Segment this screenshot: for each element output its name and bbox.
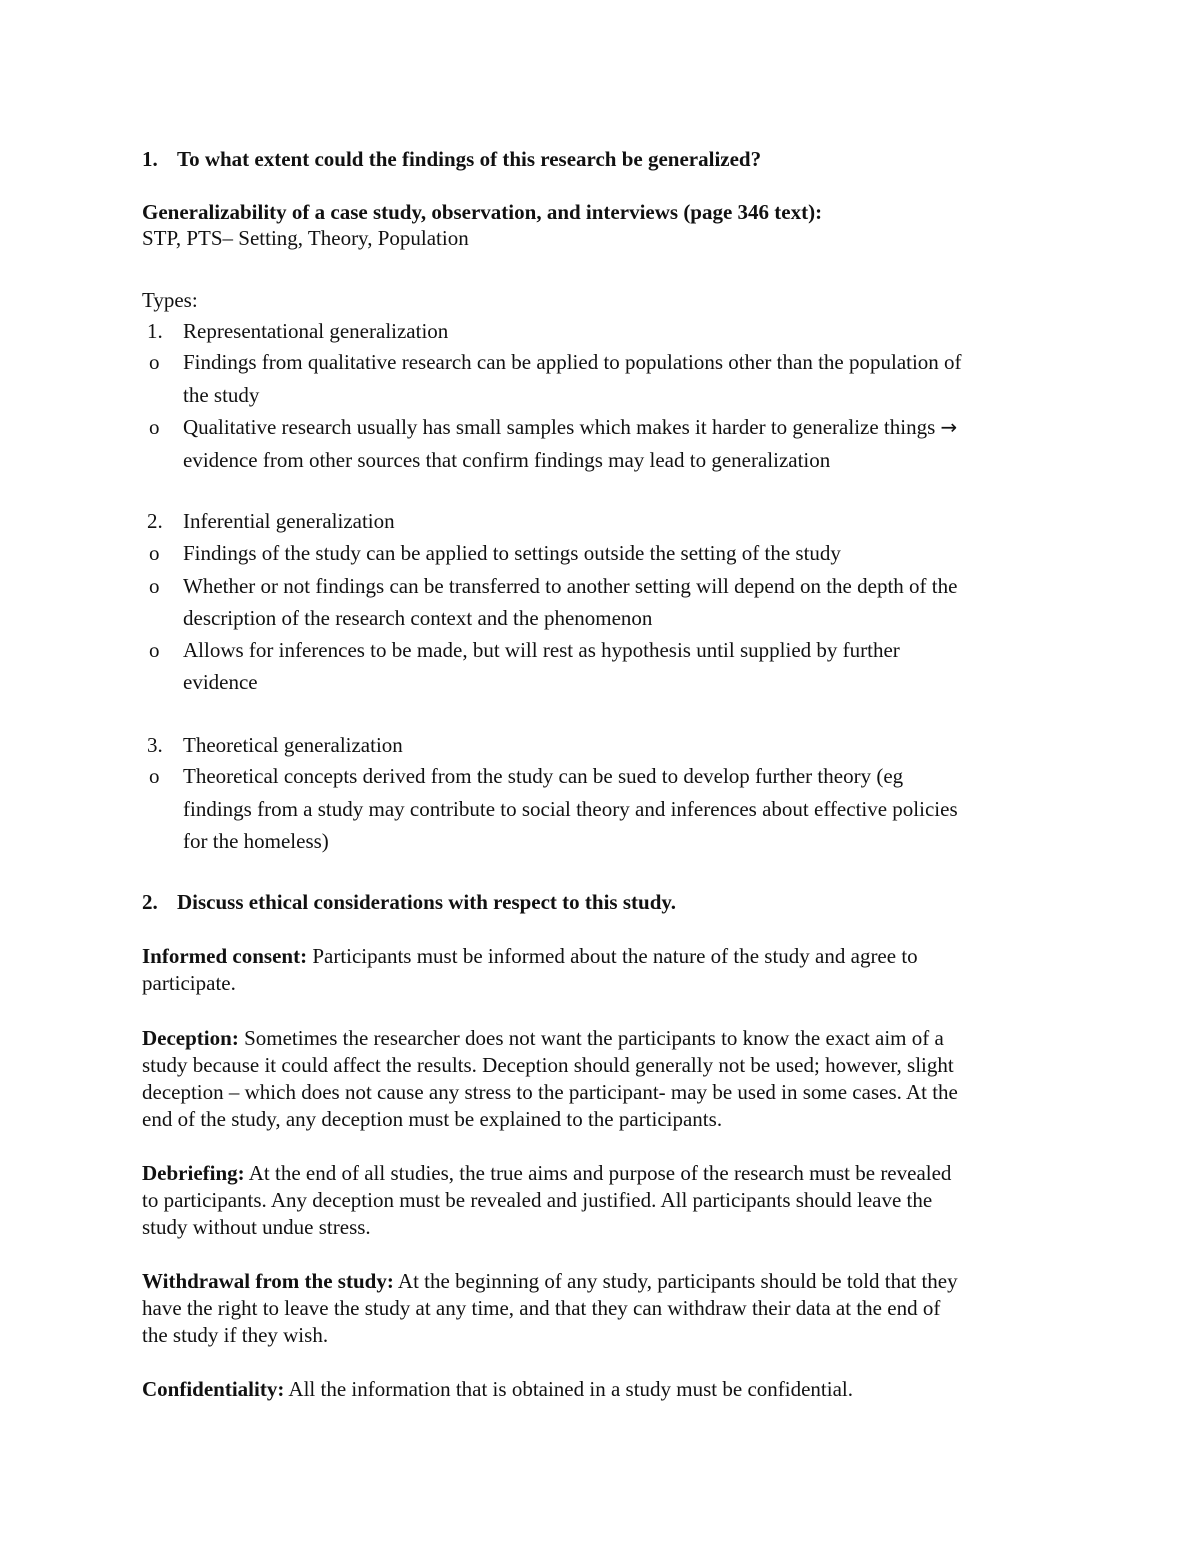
bullet-line: findings from a study may contribute to social theory and inferences about effective policies xyxy=(183,797,958,821)
paragraph-line: participate. xyxy=(142,971,236,995)
type-2-title: Inferential generalization xyxy=(183,509,395,533)
bullet-line: description of the research context and the phenomenon xyxy=(183,606,653,630)
type-1-number: 1. xyxy=(147,319,163,343)
types-label: Types: xyxy=(142,288,198,312)
bullet-marker: o xyxy=(149,350,160,374)
term-informed-consent: Informed consent: xyxy=(142,944,308,968)
paragraph-line: study because it could affect the results. Deception should generally not be used; however, slight xyxy=(142,1053,954,1077)
paragraph-line: study without undue stress. xyxy=(142,1215,371,1239)
bullet-marker: o xyxy=(149,764,160,788)
paragraph-line: Deception: Sometimes the researcher does not want the participants to know the exact aim of a xyxy=(142,1026,944,1050)
bullet-line: Theoretical concepts derived from the study can be sued to develop further theory (eg xyxy=(183,764,904,788)
paragraph-line: deception – which does not cause any stress to the participant- may be used in some cases. At the xyxy=(142,1080,958,1104)
paragraph-line: Confidentiality: All the information that is obtained in a study must be confidential. xyxy=(142,1377,853,1401)
type-3-title: Theoretical generalization xyxy=(183,733,403,757)
paragraph-line: to participants. Any deception must be revealed and justified. All participants should leave the xyxy=(142,1188,933,1212)
bullet-line: Whether or not findings can be transferred to another setting will depend on the depth of the xyxy=(183,574,958,598)
bullet-line: Allows for inferences to be made, but will rest as hypothesis until supplied by further xyxy=(183,638,900,662)
generalizability-subheading: STP, PTS– Setting, Theory, Population xyxy=(142,226,469,250)
bullet-line: Qualitative research usually has small samples which makes it harder to generalize things → xyxy=(183,415,958,439)
type-1-title: Representational generalization xyxy=(183,319,449,343)
question-1-text: To what extent could the findings of this research be generalized? xyxy=(177,147,762,171)
term-deception: Deception: xyxy=(142,1026,239,1050)
bullet-line: evidence xyxy=(183,670,258,694)
term-withdrawal: Withdrawal from the study: xyxy=(142,1269,394,1293)
bullet-marker: o xyxy=(149,415,160,439)
type-3-number: 3. xyxy=(147,733,163,757)
paragraph-line: Withdrawal from the study: At the beginning of any study, participants should be told that they xyxy=(142,1269,958,1293)
question-2-number: 2. xyxy=(142,890,158,914)
bullet-marker: o xyxy=(149,638,160,662)
type-2-number: 2. xyxy=(147,509,163,533)
question-2-text: Discuss ethical considerations with respect to this study. xyxy=(177,890,676,914)
bullet-marker: o xyxy=(149,574,160,598)
bullet-line: for the homeless) xyxy=(183,829,329,853)
bullet-line: the study xyxy=(183,383,260,407)
bullet-line: Findings of the study can be applied to settings outside the setting of the study xyxy=(183,541,841,565)
arrow-right-icon: → xyxy=(940,415,958,439)
bullet-line: evidence from other sources that confirm findings may lead to generalization xyxy=(183,448,831,472)
generalizability-heading: Generalizability of a case study, observation, and interviews (page 346 text): xyxy=(142,200,823,224)
paragraph-line: Informed consent: Participants must be informed about the nature of the study and agree to xyxy=(142,944,918,968)
term-debriefing: Debriefing: xyxy=(142,1161,245,1185)
paragraph-line: Debriefing: At the end of all studies, the true aims and purpose of the research must be revealed xyxy=(142,1161,952,1185)
paragraph-line: the study if they wish. xyxy=(142,1323,329,1347)
question-1-number: 1. xyxy=(142,147,158,171)
bullet-marker: o xyxy=(149,541,160,565)
paragraph-line: have the right to leave the study at any time, and that they can withdraw their data at the end of xyxy=(142,1296,941,1320)
paragraph-line: end of the study, any deception must be explained to the participants. xyxy=(142,1107,723,1131)
bullet-line: Findings from qualitative research can be applied to populations other than the population of xyxy=(183,350,962,374)
term-confidentiality: Confidentiality: xyxy=(142,1377,285,1401)
